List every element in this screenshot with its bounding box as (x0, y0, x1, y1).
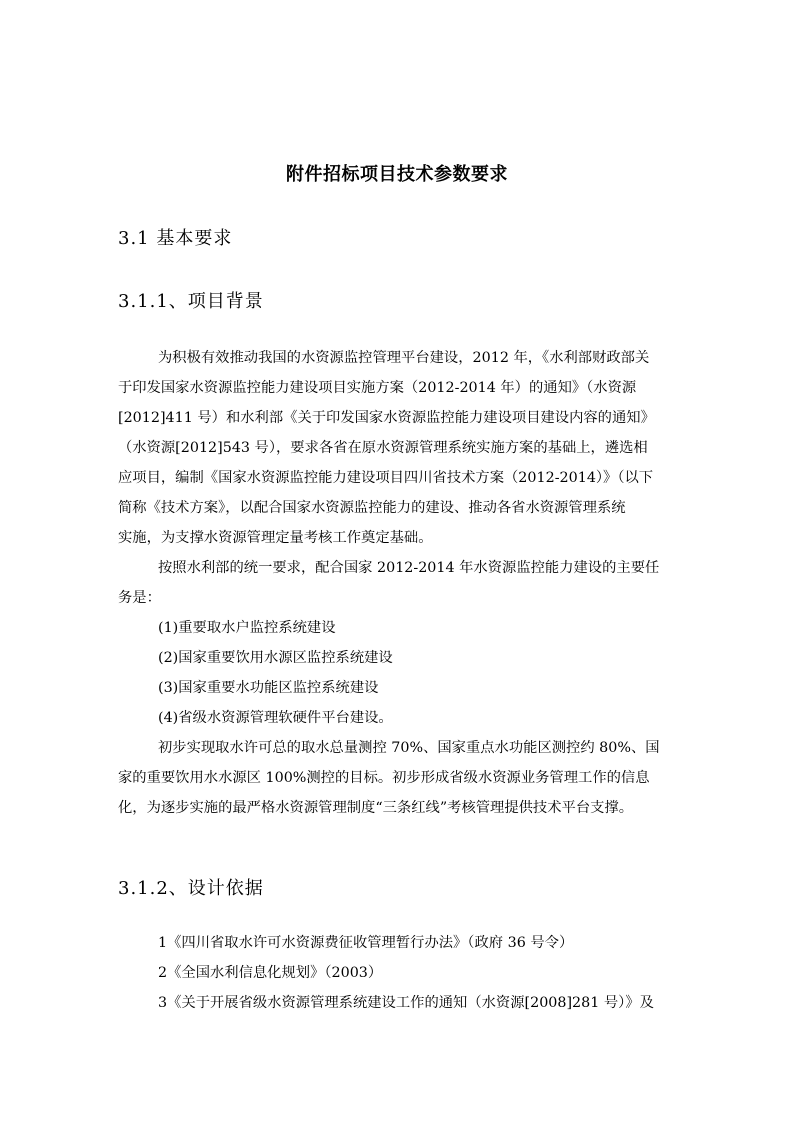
text-line: 于印发国家水资源监控能力建设项目实施方案（2012-2014 年）的通知》（水资源 (118, 380, 637, 396)
list-item: 2《全国水利信息化规划》（2003） (158, 965, 383, 981)
text-line: 按照水利部的统一要求，配合国家 2012-2014 年水资源监控能力建设的主要任 (158, 560, 660, 576)
list-item: 3《关于开展省级水资源管理系统建设工作的通知（水资源[2008]281 号）》及 (158, 995, 654, 1011)
text-line: （水资源[2012]543 号），要求各省在原水资源管理系统实施方案的基础上，遴选相 (118, 440, 648, 456)
list-item: (3)国家重要水功能区监控系统建设 (158, 680, 379, 696)
text-line: 为积极有效推动我国的水资源监控管理平台建设，2012 年，《水利部财政部关 (158, 350, 650, 366)
section-heading-3-1: 3.1 基本要求 (118, 228, 233, 249)
basis-list (118, 928, 703, 1018)
list-item: 1《四川省取水许可水资源费征收管理暂行办法》（政府 36 号令） (158, 935, 574, 951)
text-line: 实施，为支撑水资源管理定量考核工作奠定基础。 (118, 530, 433, 546)
section-heading-3-1-2: 3.1.2、设计依据 (118, 878, 264, 899)
text-line: 初步实现取水许可总的取水总量测控 70%、国家重点水功能区测控约 80%、国 (158, 740, 660, 756)
text-line: 化，为逐步实施的最严格水资源管理制度“三条红线”考核管理提供技术平台支撑。 (118, 800, 634, 816)
text-line: [2012]411 号）和水利部《关于印发国家水资源监控能力建设项目建设内容的通知》 (118, 410, 655, 426)
document-title: 附件招标项目技术参数要求 (286, 164, 508, 185)
list-item: (2)国家重要饮用水源区监控系统建设 (158, 650, 393, 666)
list-item: (1)重要取水户监控系统建设 (158, 620, 336, 636)
background-paragraphs (118, 343, 703, 823)
list-item: (4)省级水资源管理软硬件平台建设。 (158, 710, 393, 726)
text-line: 家的重要饮用水水源区 100%测控的目标。初步形成省级水资源业务管理工作的信息 (118, 770, 650, 786)
section-heading-3-1-1: 3.1.1、项目背景 (118, 291, 264, 312)
text-line: 务是： (118, 590, 161, 606)
text-line: 应项目，编制《国家水资源监控能力建设项目四川省技术方案（2012-2014）》（以下 (118, 470, 654, 486)
text-line: 简称《技术方案》，以配合国家水资源监控能力的建设、推动各省水资源管理系统 (118, 500, 626, 516)
